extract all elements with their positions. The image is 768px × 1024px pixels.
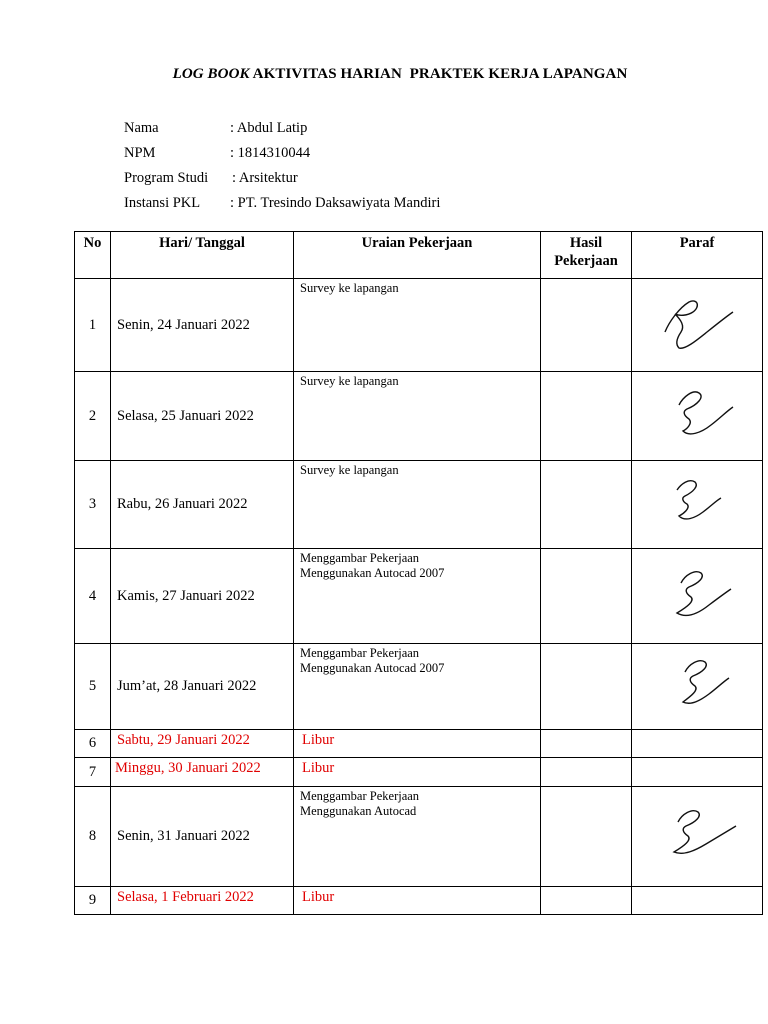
cell-no: 2 (75, 372, 111, 461)
logbook-table (74, 231, 763, 915)
signature-image (657, 563, 737, 629)
page-title (0, 66, 768, 83)
table-row (75, 549, 763, 644)
cell-day: Senin, 31 Januari 2022 (111, 787, 294, 887)
cell-work: Libur (294, 887, 541, 915)
cell-result (541, 758, 632, 787)
header-no: No (75, 232, 111, 279)
cell-signature (632, 372, 763, 461)
info-value: : 1814310044 (230, 145, 311, 161)
cell-day: Selasa, 25 Januari 2022 (111, 372, 294, 461)
cell-no: 8 (75, 787, 111, 887)
cell-signature (632, 758, 763, 787)
cell-result (541, 787, 632, 887)
info-value: : Arsitektur (232, 170, 298, 186)
cell-no: 3 (75, 461, 111, 549)
cell-no: 6 (75, 730, 111, 758)
work-line: Menggambar Pekerjaan (300, 646, 420, 660)
cell-day: Selasa, 1 Februari 2022 (111, 887, 294, 915)
header-sign: Paraf (632, 232, 763, 279)
cell-no: 7 (75, 758, 111, 787)
cell-work (294, 644, 541, 730)
cell-result (541, 644, 632, 730)
cell-signature (632, 461, 763, 549)
info-label: Nama (124, 120, 159, 136)
cell-result (541, 887, 632, 915)
table-row (75, 644, 763, 730)
work-line: Survey ke lapangan (300, 374, 399, 388)
cell-work (294, 549, 541, 644)
cell-signature (632, 787, 763, 887)
cell-no: 4 (75, 549, 111, 644)
table-header-row (75, 232, 763, 279)
signature-image (657, 383, 737, 449)
table-row (75, 887, 763, 915)
cell-work (294, 279, 541, 372)
table-row (75, 372, 763, 461)
work-line: Menggunakan Autocad 2007 (300, 566, 445, 580)
info-label: NPM (124, 145, 156, 161)
work-line: Menggunakan Autocad (300, 804, 417, 818)
cell-result (541, 279, 632, 372)
signature-image (657, 472, 737, 538)
title-italic: LOG BOOK (172, 66, 250, 82)
cell-day: Jum’at, 28 Januari 2022 (111, 644, 294, 730)
header-result-line2: Pekerjaan (554, 253, 618, 269)
cell-day: Sabtu, 29 Januari 2022 (111, 730, 294, 758)
cell-result (541, 372, 632, 461)
cell-signature (632, 730, 763, 758)
cell-work (294, 372, 541, 461)
cell-result (541, 730, 632, 758)
header-result (541, 232, 632, 279)
cell-signature (632, 887, 763, 915)
cell-no: 5 (75, 644, 111, 730)
header-result-line1: Hasil (569, 235, 603, 251)
cell-day: Minggu, 30 Januari 2022 (111, 758, 294, 787)
signature-image (657, 292, 737, 358)
cell-day: Senin, 24 Januari 2022 (111, 279, 294, 372)
table-row (75, 461, 763, 549)
table-row (75, 758, 763, 787)
work-line: Menggambar Pekerjaan (300, 551, 420, 565)
table-row (75, 279, 763, 372)
info-label: Program Studi (124, 170, 209, 186)
info-label: Instansi PKL (124, 195, 201, 211)
info-value: : Abdul Latip (230, 120, 308, 136)
cell-work (294, 787, 541, 887)
table-row (75, 730, 763, 758)
info-value: : PT. Tresindo Daksawiyata Mandiri (230, 195, 441, 211)
table-row (75, 787, 763, 887)
cell-signature (632, 279, 763, 372)
cell-no: 1 (75, 279, 111, 372)
cell-work (294, 461, 541, 549)
header-work: Uraian Pekerjaan (294, 232, 541, 279)
work-line: Survey ke lapangan (300, 281, 399, 295)
cell-work: Libur (294, 730, 541, 758)
work-line: Menggunakan Autocad 2007 (300, 661, 445, 675)
header-day: Hari/ Tanggal (111, 232, 294, 279)
cell-signature (632, 644, 763, 730)
signature-image (652, 804, 742, 870)
cell-day: Kamis, 27 Januari 2022 (111, 549, 294, 644)
cell-signature (632, 549, 763, 644)
work-line: Menggambar Pekerjaan (300, 789, 420, 803)
cell-day: Rabu, 26 Januari 2022 (111, 461, 294, 549)
title-rest: AKTIVITAS HARIAN PRAKTEK KERJA LAPANGAN (249, 66, 628, 82)
cell-no: 9 (75, 887, 111, 915)
cell-work: Libur (294, 758, 541, 787)
work-line: Survey ke lapangan (300, 463, 399, 477)
signature-image (657, 654, 737, 720)
cell-result (541, 461, 632, 549)
cell-result (541, 549, 632, 644)
